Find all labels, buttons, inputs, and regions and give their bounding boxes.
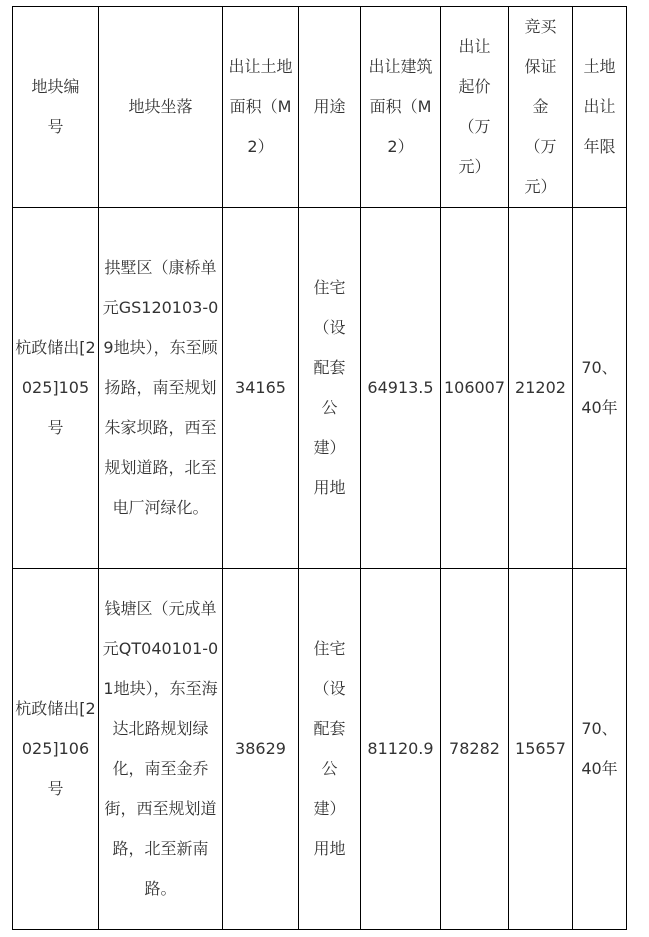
- table-row: [13, 208, 627, 569]
- header-cell-term: 土地出让年限: [573, 7, 627, 208]
- cell-deposit: 15657: [509, 569, 573, 930]
- cell-start-price: 106007: [441, 208, 509, 569]
- cell-deposit: 21202: [509, 208, 573, 569]
- header-cell-usage: 用途: [299, 7, 361, 208]
- cell-location: 钱塘区（元成单元QT040101-01地块），东至海达北路规划绿化，南至金乔街，西至规划道路，北至新南路。: [99, 569, 223, 930]
- cell-plot-number: 杭政储出[2025]105号: [13, 208, 99, 569]
- cell-land-area: 34165: [223, 208, 299, 569]
- cell-usage: 住宅（设配套公建）用地: [299, 569, 361, 930]
- cell-building-area: 64913.5: [361, 208, 441, 569]
- land-auction-table: [12, 6, 627, 930]
- header-cell-land-area: 出让土地面积（M2）: [223, 7, 299, 208]
- cell-plot-number: 杭政储出[2025]106号: [13, 569, 99, 930]
- header-cell-location: 地块坐落: [99, 7, 223, 208]
- cell-start-price: 78282: [441, 569, 509, 930]
- header-cell-deposit: 竞买保证金（万元）: [509, 7, 573, 208]
- cell-term: 70、40年: [573, 569, 627, 930]
- table-row: [13, 569, 627, 930]
- cell-building-area: 81120.9: [361, 569, 441, 930]
- cell-land-area: 38629: [223, 569, 299, 930]
- table-header-row: [13, 7, 627, 208]
- header-cell-plot-number: 地块编号: [13, 7, 99, 208]
- header-cell-building-area: 出让建筑面积（M2）: [361, 7, 441, 208]
- cell-location: 拱墅区（康桥单元GS120103-09地块），东至顾扬路，南至规划朱家坝路，西至规划道路，北至电厂河绿化。: [99, 208, 223, 569]
- cell-term: 70、40年: [573, 208, 627, 569]
- header-cell-start-price: 出让起价（万元）: [441, 7, 509, 208]
- cell-usage: 住宅（设配套公建）用地: [299, 208, 361, 569]
- land-auction-table-container: [12, 6, 627, 930]
